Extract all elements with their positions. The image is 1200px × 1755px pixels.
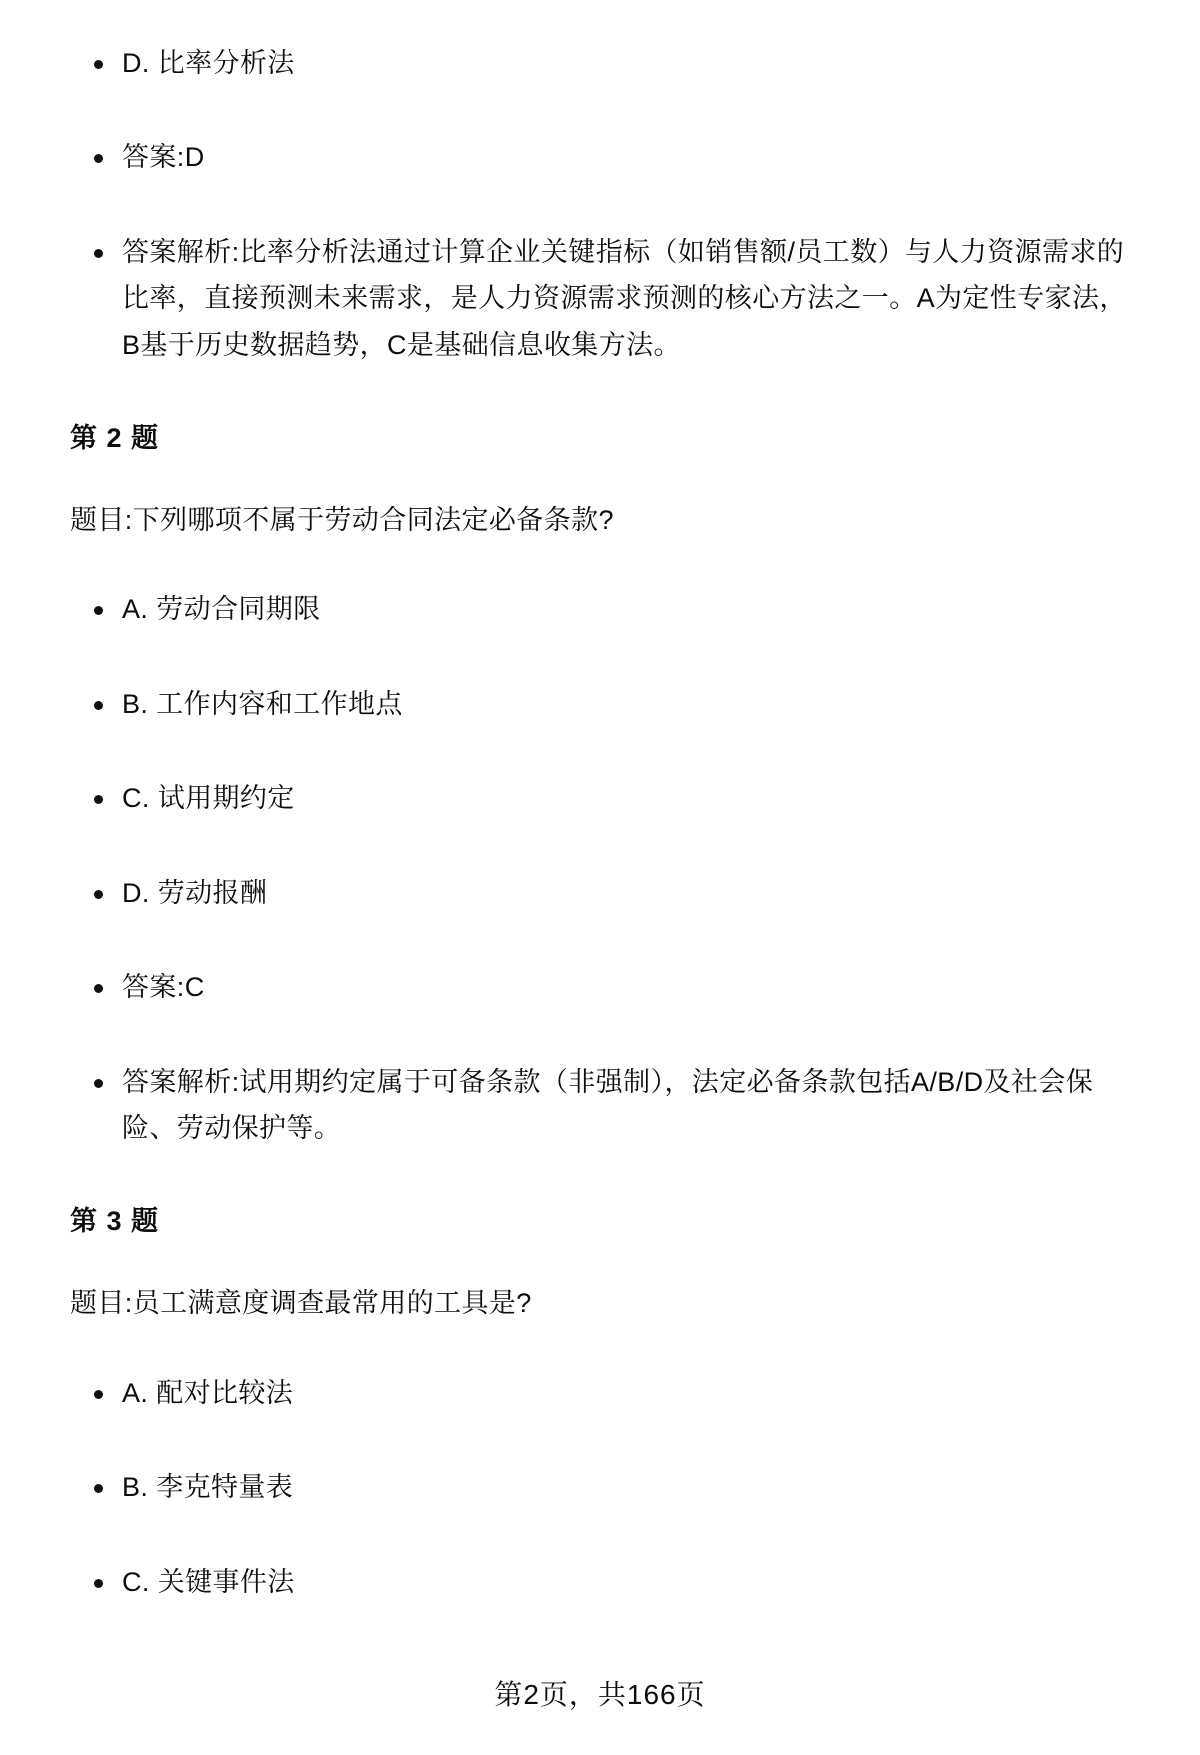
carryover-answer-block — [70, 40, 1130, 368]
question-2 — [70, 416, 1130, 1151]
answer-item: 答案:C — [70, 964, 1130, 1010]
option-item: B. 李克特量表 — [70, 1464, 1130, 1510]
question-stem: 题目:员工满意度调查最常用的工具是? — [70, 1288, 532, 1319]
answer-item: 答案:D — [70, 134, 1130, 180]
option-item: A. 劳动合同期限 — [70, 586, 1130, 632]
option-item: D. 劳动报酬 — [70, 870, 1130, 916]
question-heading: 第 3 题 — [70, 1206, 160, 1237]
option-item: C. 试用期约定 — [70, 775, 1130, 821]
option-item: A. 配对比较法 — [70, 1370, 1130, 1416]
question-stem: 题目:下列哪项不属于劳动合同法定必备条款? — [70, 505, 614, 536]
option-item: C. 关键事件法 — [70, 1559, 1130, 1605]
explanation-item: 答案解析:试用期约定属于可备条款（非强制），法定必备条款包括A/B/D及社会保险、劳动保护等。 — [70, 1059, 1130, 1152]
option-list — [70, 586, 1130, 1151]
page-footer: 第2页，共166页 — [494, 1679, 706, 1710]
option-item: B. 工作内容和工作地点 — [70, 681, 1130, 727]
question-heading: 第 2 题 — [70, 423, 160, 454]
option-list — [70, 1370, 1130, 1605]
explanation-item: 答案解析:比率分析法通过计算企业关键指标（如销售额/员工数）与人力资源需求的比率，直接预测未来需求，是人力资源需求预测的核心方法之一。A为定性专家法，B基于历史数据趋势，C是基础信息收集方法。 — [70, 229, 1130, 368]
question-3 — [70, 1199, 1130, 1605]
option-item: D. 比率分析法 — [70, 40, 1130, 86]
